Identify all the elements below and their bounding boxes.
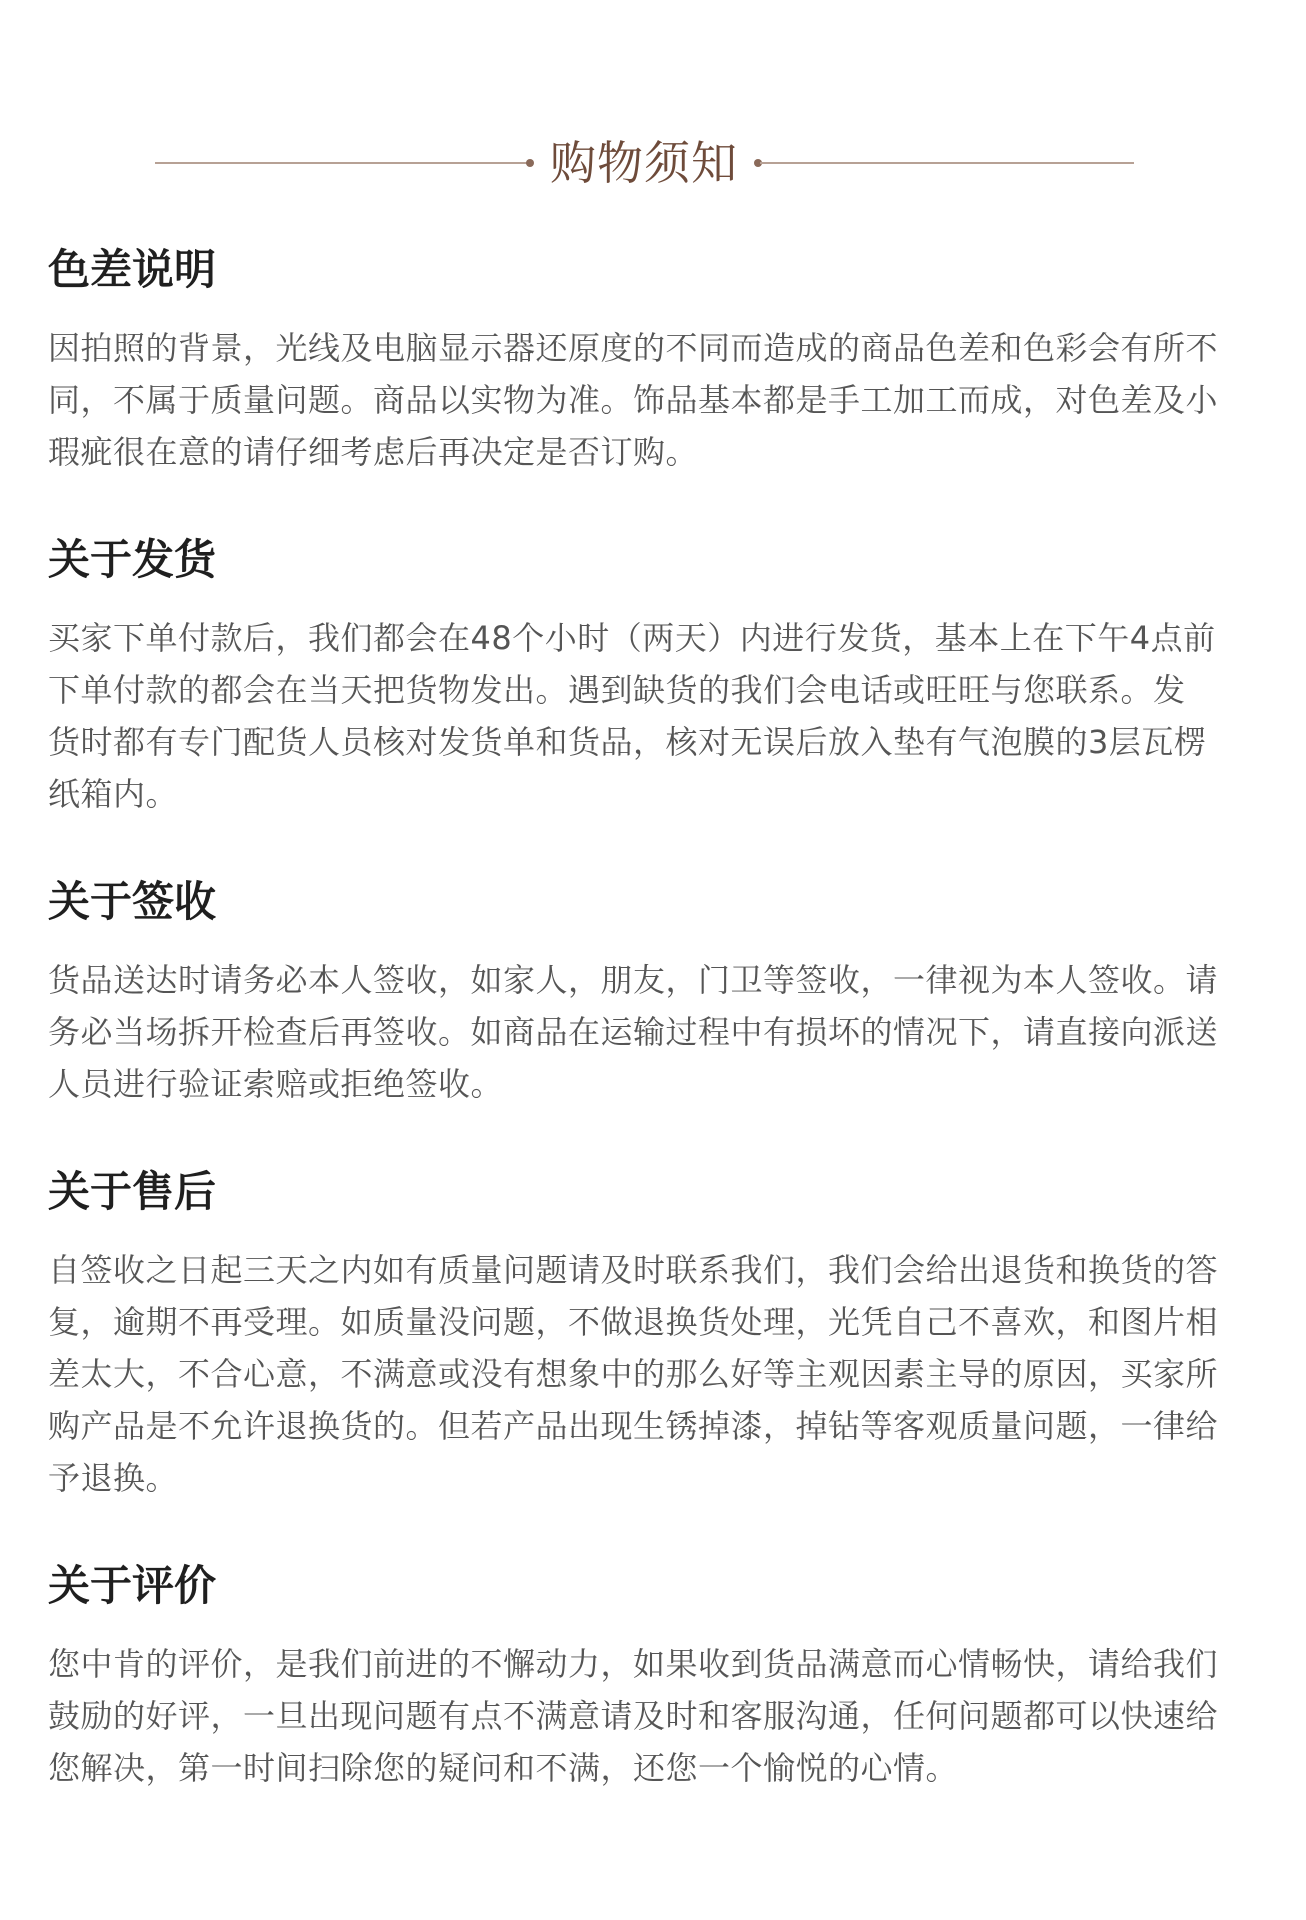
notice-section	[48, 535, 1268, 820]
notice-sections	[48, 245, 1268, 1851]
section-body-line: 同，不属于质量问题。商品以实物为准。饰品基本都是手工加工而成，对色差及小	[48, 381, 1219, 419]
section-body-line: 复，逾期不再受理。如质量没问题，不做退换货处理，光凭自己不喜欢，和图片相	[48, 1303, 1219, 1341]
section-heading: 关于签收	[48, 877, 217, 926]
section-body-line: 差太大，不合心意，不满意或没有想象中的那么好等主观因素主导的原因，买家所	[48, 1355, 1219, 1393]
notice-section	[48, 877, 1268, 1110]
title-bar	[0, 133, 1306, 193]
section-heading: 关于发货	[48, 535, 217, 584]
section-body	[48, 1244, 1268, 1504]
section-body-line: 人员进行验证索赔或拒绝签收。	[48, 1065, 504, 1103]
section-body	[48, 612, 1268, 820]
page-title: 购物须知	[550, 136, 738, 190]
section-body	[48, 1638, 1268, 1794]
section-body-line: 鼓励的好评，一旦出现问题有点不满意请及时和客服沟通，任何问题都可以快速给	[48, 1697, 1219, 1735]
section-body-line: 瑕疵很在意的请仔细考虑后再决定是否订购。	[48, 433, 699, 471]
section-body	[48, 322, 1268, 478]
section-body-line: 您中肯的评价，是我们前进的不懈动力，如果收到货品满意而心情畅快，请给我们	[48, 1645, 1219, 1683]
section-body-line: 您解决，第一时间扫除您的疑问和不满，还您一个愉悦的心情。	[48, 1749, 959, 1787]
section-body-line: 务必当场拆开检查后再签收。如商品在运输过程中有损坏的情况下，请直接向派送	[48, 1013, 1219, 1051]
section-body-line: 下单付款的都会在当天把货物发出。遇到缺货的我们会电话或旺旺与您联系。发	[48, 671, 1186, 709]
section-body-line: 纸箱内。	[48, 775, 179, 813]
section-body-line: 予退换。	[48, 1459, 179, 1497]
title-divider-right	[760, 162, 1134, 164]
title-divider-dot-left	[526, 159, 534, 167]
section-body	[48, 954, 1268, 1110]
section-body-line: 货时都有专门配货人员核对发货单和货品，核对无误后放入垫有气泡膜的3层瓦楞	[48, 723, 1207, 761]
section-heading: 关于售后	[48, 1167, 217, 1216]
section-body-line: 买家下单付款后，我们都会在48个小时（两天）内进行发货，基本上在下午4点前	[48, 619, 1216, 657]
notice-section	[48, 245, 1268, 478]
section-body-line: 因拍照的背景，光线及电脑显示器还原度的不同而造成的商品色差和色彩会有所不	[48, 329, 1219, 367]
section-body-line: 自签收之日起三天之内如有质量问题请及时联系我们，我们会给出退货和换货的答	[48, 1251, 1219, 1289]
section-body-line: 购产品是不允许退换货的。但若产品出现生锈掉漆，掉钻等客观质量问题，一律给	[48, 1407, 1219, 1445]
title-divider-left	[155, 162, 528, 164]
notice-section	[48, 1167, 1268, 1504]
section-body-line: 货品送达时请务必本人签收，如家人，朋友，门卫等签收，一律视为本人签收。请	[48, 961, 1219, 999]
section-heading: 色差说明	[48, 245, 217, 294]
section-heading: 关于评价	[48, 1561, 217, 1610]
notice-section	[48, 1561, 1268, 1794]
